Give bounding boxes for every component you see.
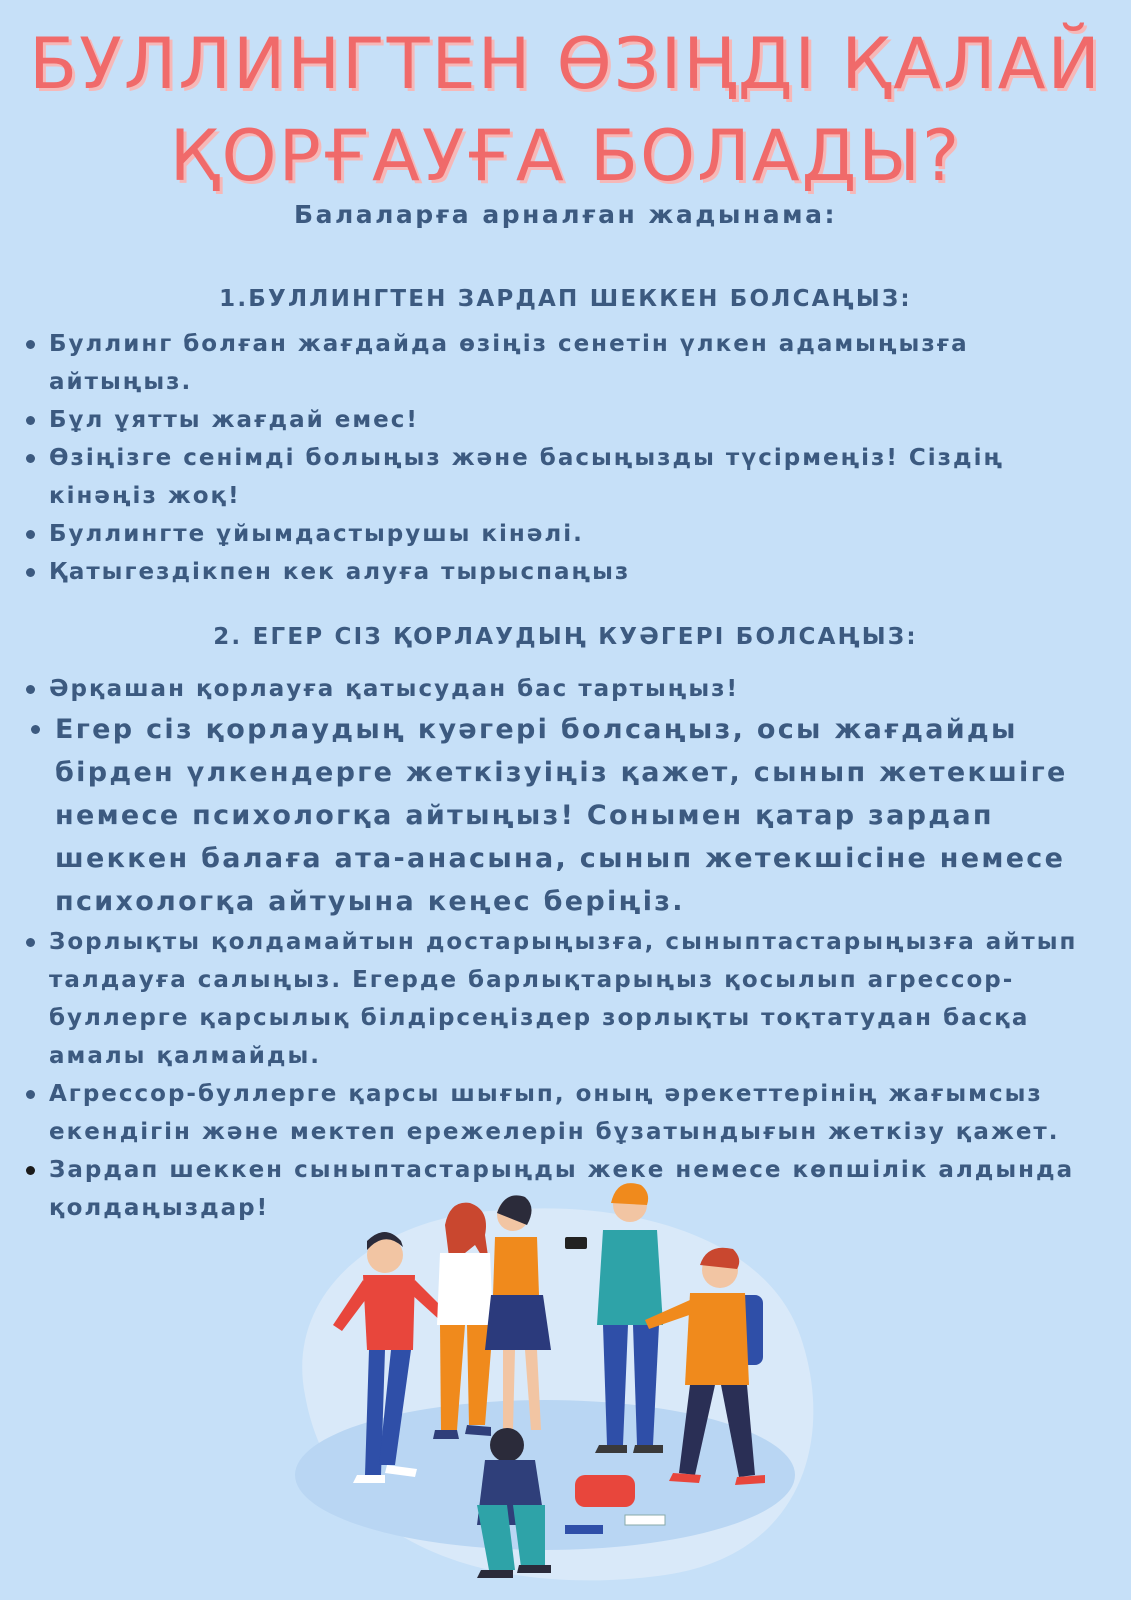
list-item: Қатыгездікпен кек алуға тырыспаңыз [22,553,1112,591]
bullying-illustration [245,1175,845,1595]
title-line-2: ҚОРҒАУҒА БОЛАДЫ? [169,115,962,197]
list-item: Бұл ұятты жағдай емес! [22,401,1112,439]
section-2-list [22,670,1112,1227]
title-line-1: БУЛЛИНГТЕН ӨЗІҢДІ ҚАЛАЙ [29,23,1102,105]
list-item: Зорлықты қолдамайтын достарыңызға, сыныптастарыңызға айтып талдауға салыңыз. Егерде барлықтарыңыз қосылып агрессор-буллерге қарсылық білдірсеңіздер зорлықты тоқтатудан басқа амалы қалмайды. [22,923,1112,1075]
section-1-list [22,325,1112,591]
list-item: Буллинг болған жағдайда өзіңіз сенетін үлкен адамыңызға айтыңыз. [22,325,1112,401]
subtitle: Балаларға арналған жадынама: [294,200,837,229]
page-title [0,18,1131,202]
section-2-heading: 2. ЕГЕР СІЗ ҚОРЛАУДЫҢ КУӘГЕРІ БОЛСАҢЫЗ: [213,624,918,650]
list-item: Буллингте ұйымдастырушы кінәлі. [22,515,1112,553]
list-item: Егер сіз қорлаудың куәгері болсаңыз, осы жағдайды бірден үлкендерге жеткізуіңіз қажет, сынып жетекшіге немесе психологқа айтыңыз! Сонымен қатар зардап шеккен балаға ата-анасына, сынып жетекшісіне немесе психологқа айтуына кеңес беріңіз. [22,708,1112,923]
list-item: Әрқашан қорлауға қатысудан бас тартыңыз! [22,670,1112,708]
list-item: Агрессор-буллерге қарсы шығып, оның әрекеттерінің жағымсыз екендігін және мектеп ережелерін бұзатындығын жеткізу қажет. [22,1075,1112,1151]
section-1-heading: 1.БУЛЛИНГТЕН ЗАРДАП ШЕККЕН БОЛСАҢЫЗ: [219,286,912,312]
list-item: Өзіңізге сенімді болыңыз және басыңызды түсірмеңіз! Сіздің кінәңіз жоқ! [22,439,1112,515]
list-item: Зардап шеккен сыныптастарыңды жеке немесе көпшілік алдында қолдаңыздар! [22,1151,1112,1227]
